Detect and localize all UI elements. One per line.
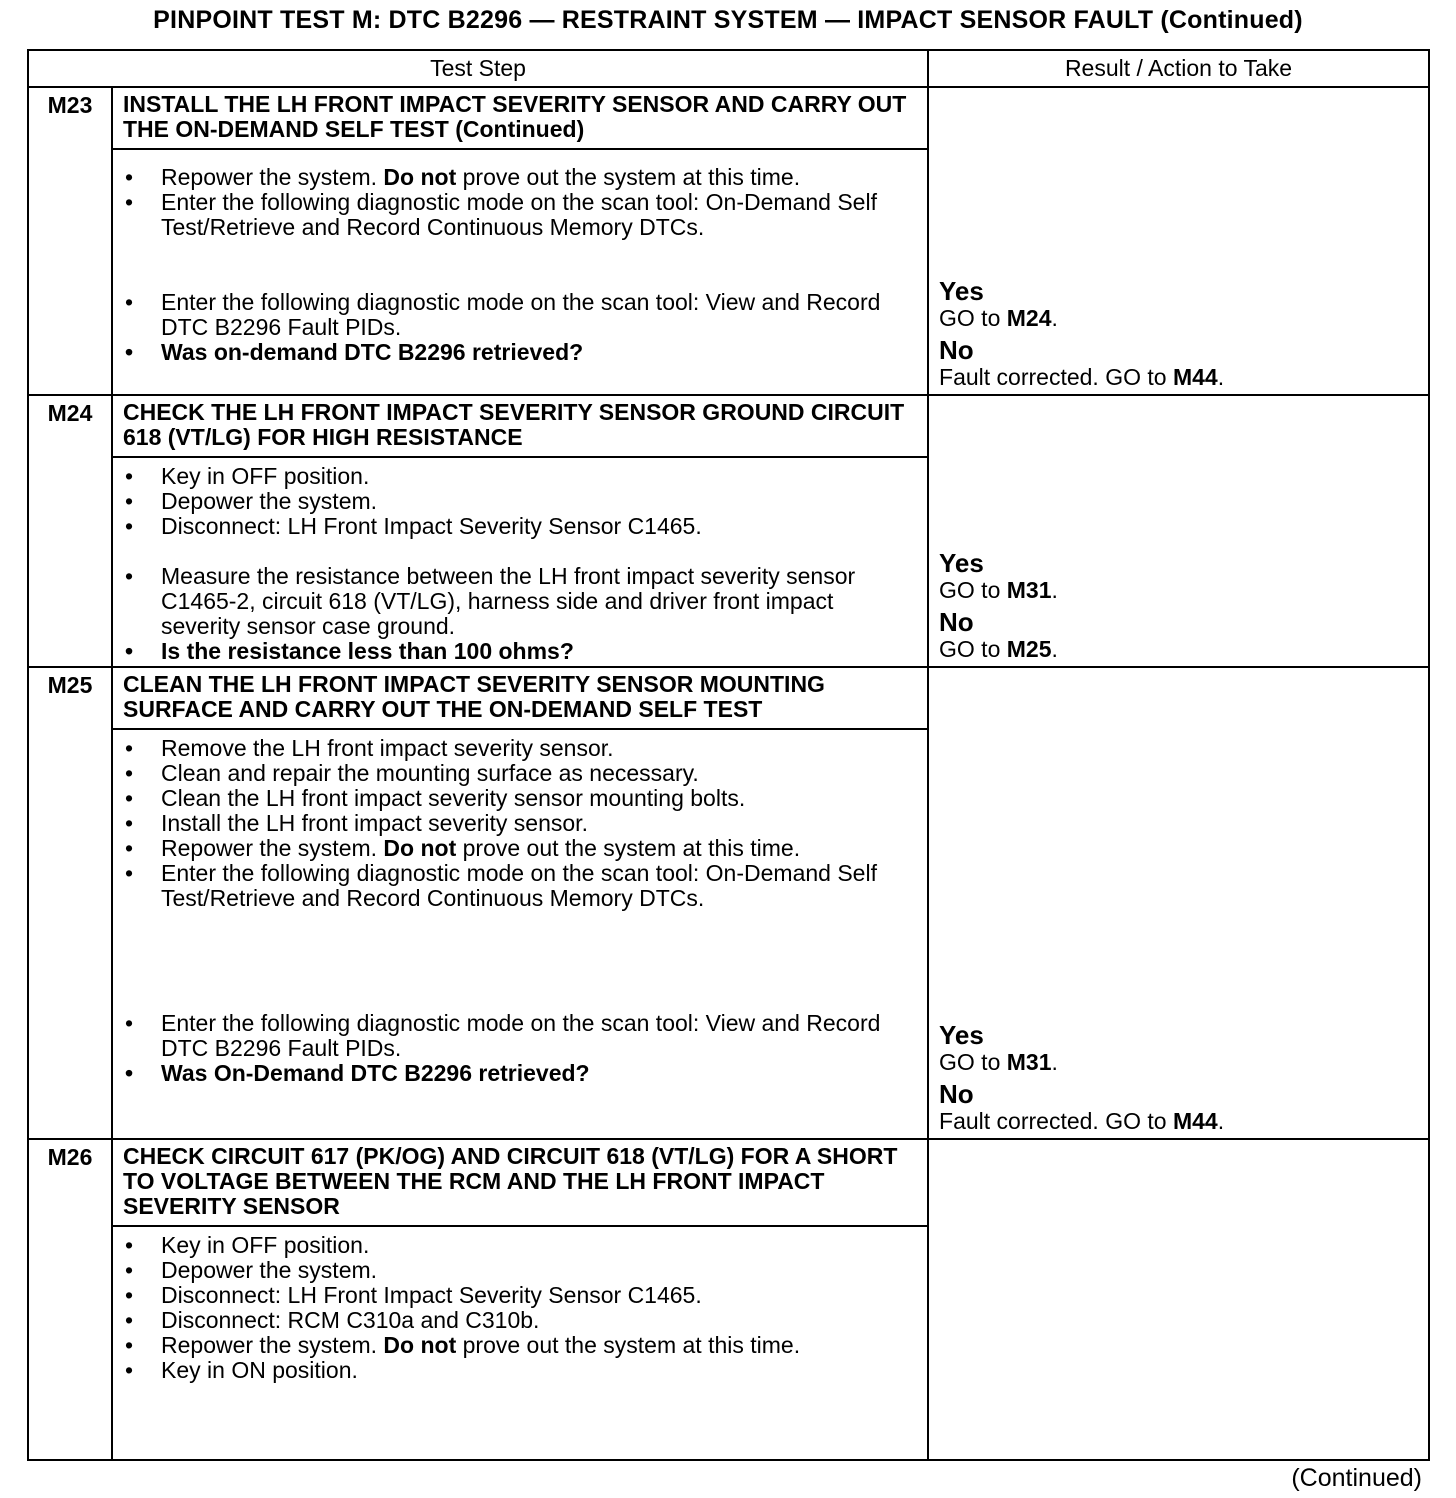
result-cell xyxy=(928,667,1429,1139)
yes-action: GO to M24. xyxy=(939,305,1058,331)
step-instructions xyxy=(113,564,927,664)
no-action: Fault corrected. GO to M44. xyxy=(939,364,1225,390)
table-row xyxy=(28,87,1429,395)
step-instructions xyxy=(113,730,927,911)
step-heading: CLEAN THE LH FRONT IMPACT SEVERITY SENSOR MOUNTING SURFACE AND CARRY OUT THE ON-DEMAND SELF TEST xyxy=(113,668,927,730)
step-instructions xyxy=(113,458,927,539)
list-item: • Install the LH front impact severity sensor. xyxy=(123,811,907,836)
list-item: • Clean and repair the mounting surface as necessary. xyxy=(123,761,907,786)
step-body xyxy=(112,87,928,395)
step-heading: CHECK CIRCUIT 617 (PK/OG) AND CIRCUIT 618 (VT/LG) FOR A SHORT TO VOLTAGE BETWEEN THE RCM AND THE LH FRONT IMPACT SEVERITY SENSOR xyxy=(113,1140,927,1227)
table-row xyxy=(28,395,1429,667)
table-row xyxy=(28,667,1429,1139)
step-instructions xyxy=(113,1227,927,1383)
yes-label: Yes xyxy=(939,1020,984,1050)
step-question: • Was on-demand DTC B2296 retrieved? xyxy=(123,340,907,365)
step-instructions xyxy=(113,1011,927,1086)
list-item: • Disconnect: RCM C310a and C310b. xyxy=(123,1308,907,1333)
no-label: No xyxy=(939,1079,974,1109)
list-item: • Depower the system. xyxy=(123,489,907,514)
list-item: • Enter the following diagnostic mode on the scan tool: View and Record DTC B2296 Fault PIDs. xyxy=(123,290,907,340)
list-item: • Clean the LH front impact severity sensor mounting bolts. xyxy=(123,786,907,811)
step-id: M26 xyxy=(28,1139,112,1460)
step-instructions xyxy=(113,150,927,240)
list-item: • Measure the resistance between the LH front impact severity sensor C1465-2, circuit 618 (VT/LG), harness side and driver front impact severity sensor case ground. xyxy=(123,564,907,639)
result-cell xyxy=(928,1139,1429,1460)
list-item: • Remove the LH front impact severity sensor. xyxy=(123,736,907,761)
step-heading: CHECK THE LH FRONT IMPACT SEVERITY SENSOR GROUND CIRCUIT 618 (VT/LG) FOR HIGH RESISTANCE xyxy=(113,396,927,458)
step-id: M25 xyxy=(28,667,112,1139)
no-action: GO to M25. xyxy=(939,636,1058,662)
step-link[interactable]: M44 xyxy=(1172,1108,1218,1134)
step-body xyxy=(112,395,928,667)
step-question: • Is the resistance less than 100 ohms? xyxy=(123,639,907,664)
yes-action: GO to M31. xyxy=(939,1049,1058,1075)
yes-action: GO to M31. xyxy=(939,577,1058,603)
step-body xyxy=(112,667,928,1139)
list-item: • Repower the system. Do not prove out the system at this time. xyxy=(123,1333,907,1358)
list-item: • Disconnect: LH Front Impact Severity Sensor C1465. xyxy=(123,514,907,539)
step-id: M24 xyxy=(28,395,112,667)
step-link[interactable]: M31 xyxy=(1006,1049,1052,1075)
continued-note: (Continued) xyxy=(1291,1464,1422,1492)
step-question: • Was On-Demand DTC B2296 retrieved? xyxy=(123,1061,907,1086)
step-link[interactable]: M31 xyxy=(1006,577,1052,603)
list-item: • Key in OFF position. xyxy=(123,464,907,489)
column-header-result: Result / Action to Take xyxy=(928,50,1429,87)
list-item: • Enter the following diagnostic mode on the scan tool: On-Demand Self Test/Retrieve and Record Continuous Memory DTCs. xyxy=(123,861,907,911)
step-body xyxy=(112,1139,928,1460)
column-header-test-step: Test Step xyxy=(28,50,928,87)
list-item: • Enter the following diagnostic mode on the scan tool: View and Record DTC B2296 Fault PIDs. xyxy=(123,1011,907,1061)
result-cell xyxy=(928,395,1429,667)
yes-label: Yes xyxy=(939,548,984,578)
list-item: • Key in OFF position. xyxy=(123,1233,907,1258)
list-item: • Depower the system. xyxy=(123,1258,907,1283)
list-item: • Key in ON position. xyxy=(123,1358,907,1383)
table-row xyxy=(28,1139,1429,1460)
page-title: PINPOINT TEST M: DTC B2296 — RESTRAINT SYSTEM — IMPACT SENSOR FAULT (Continued) xyxy=(153,6,1303,34)
step-heading: INSTALL THE LH FRONT IMPACT SEVERITY SENSOR AND CARRY OUT THE ON-DEMAND SELF TEST (Continued) xyxy=(113,88,927,150)
step-id: M23 xyxy=(28,87,112,395)
no-label: No xyxy=(939,607,974,637)
no-action: Fault corrected. GO to M44. xyxy=(939,1108,1225,1134)
result-cell xyxy=(928,87,1429,395)
step-link[interactable]: M25 xyxy=(1006,636,1052,662)
list-item: • Repower the system. Do not prove out the system at this time. xyxy=(123,165,907,190)
step-link[interactable]: M24 xyxy=(1006,305,1052,331)
list-item: • Enter the following diagnostic mode on the scan tool: On-Demand Self Test/Retrieve and Record Continuous Memory DTCs. xyxy=(123,190,907,240)
step-link[interactable]: M44 xyxy=(1172,364,1218,390)
step-instructions xyxy=(113,290,927,365)
yes-label: Yes xyxy=(939,276,984,306)
list-item: • Disconnect: LH Front Impact Severity Sensor C1465. xyxy=(123,1283,907,1308)
list-item: • Repower the system. Do not prove out the system at this time. xyxy=(123,836,907,861)
no-label: No xyxy=(939,335,974,365)
table-header-row xyxy=(28,50,1429,87)
pinpoint-test-table xyxy=(27,49,1430,1461)
